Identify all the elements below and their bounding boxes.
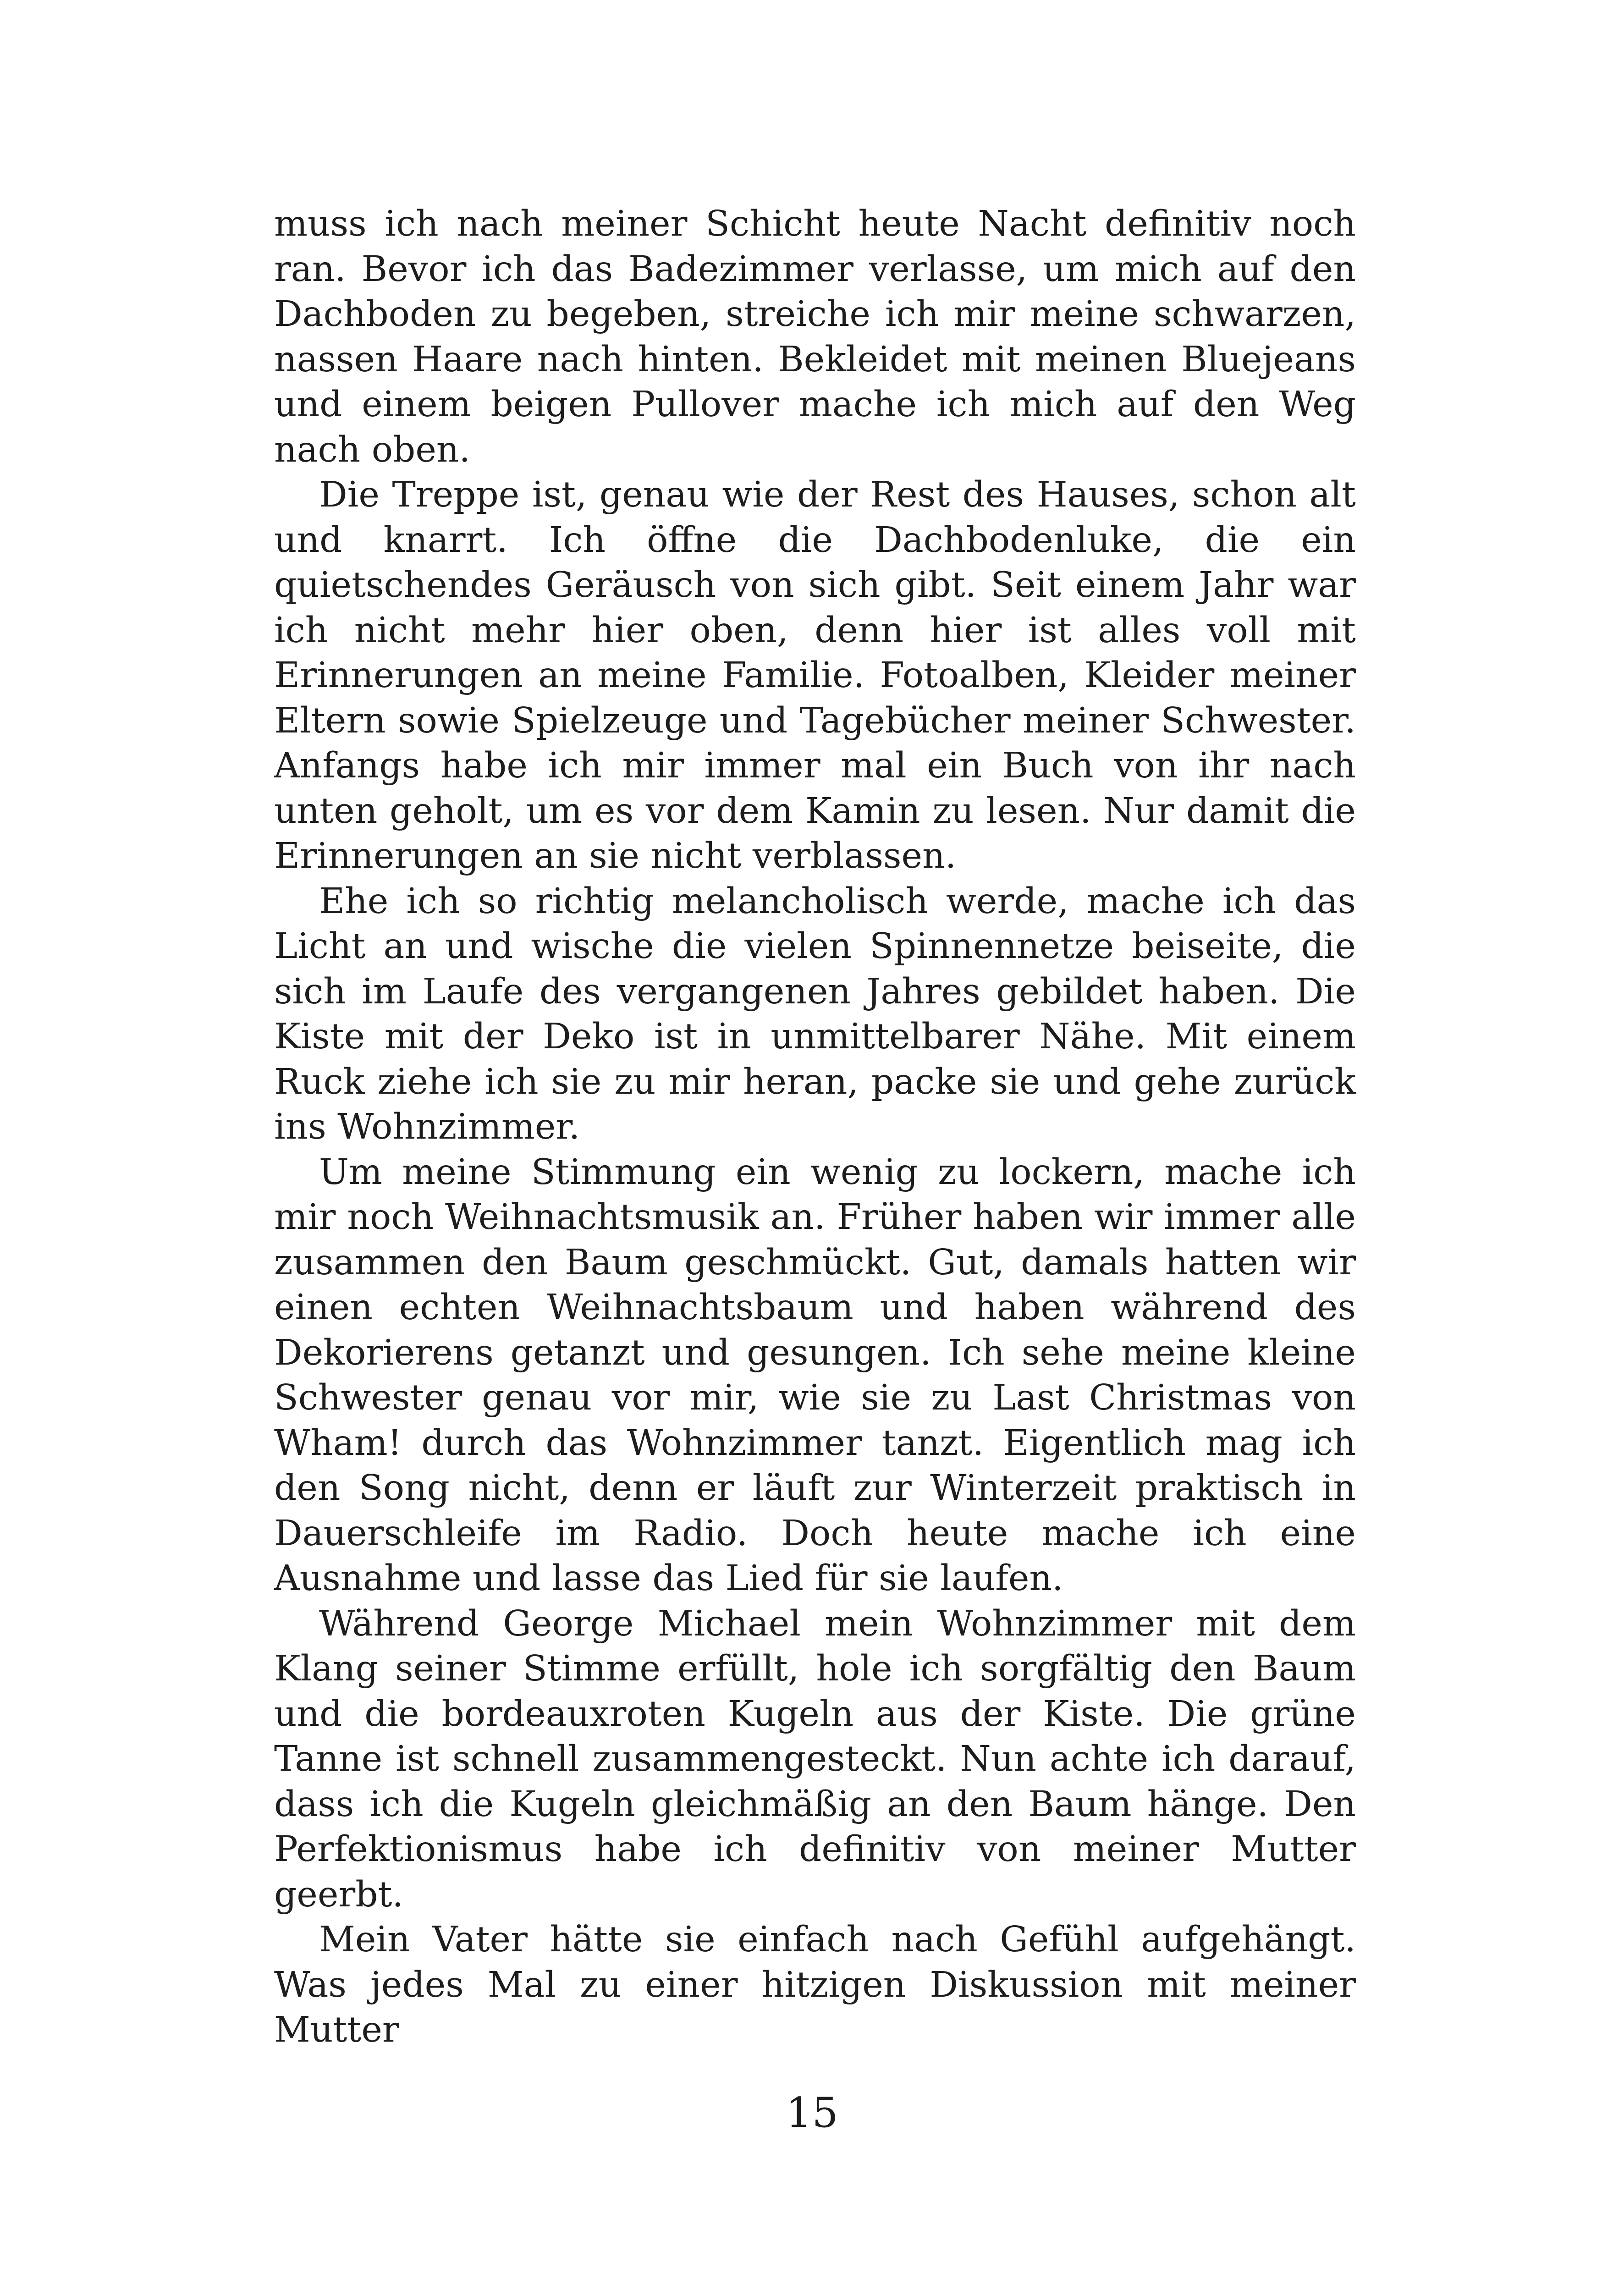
paragraph-1: muss ich nach meiner Schicht heute Nacht definitiv noch ran. Bevor ich das Badezimmer verlasse, um mich auf den Dachboden zu begeben, streiche ich mir meine schwarzen, nassen Haare nach hinten. Bekleidet mit meinen Bluejeans und einem beigen Pullover mache ich mich auf den Weg nach oben. bbox=[274, 204, 1356, 470]
paragraph-3: Ehe ich so richtig melancholisch werde, mache ich das Licht an und wische die vielen Spinnennetze beiseite, die sich im Laufe des vergangenen Jahres gebildet haben. Die Kiste mit der Deko ist in unmittelbarer Nähe. Mit einem Ruck ziehe ich sie zu mir heran, packe sie und gehe zurück ins Wohnzimmer. bbox=[274, 881, 1356, 1147]
body-text bbox=[274, 202, 1356, 2053]
paragraph-5: Während George Michael mein Wohnzimmer mit dem Klang seiner Stimme erfüllt, hole ich sorgfältig den Baum und die bordeauxroten Kugeln aus der Kiste. Die grüne Tanne ist schnell zusammengesteckt. Nun achte ich darauf, dass ich die Kugeln gleichmäßig an den Baum hänge. Den Perfektionismus habe ich definitiv von meiner Mutter geerbt. bbox=[274, 1603, 1356, 1915]
paragraph-6: Mein Vater hätte sie einfach nach Gefühl aufgehängt. Was jedes Mal zu einer hitzigen Diskussion mit meiner Mutter bbox=[274, 1919, 1356, 2050]
paragraph-2: Die Treppe ist, genau wie der Rest des Hauses, schon alt und knarrt. Ich öffne die Dachbodenluke, die ein quietschendes Geräusch von sich gibt. Seit einem Jahr war ich nicht mehr hier oben, denn hier ist alles voll mit Erinnerungen an meine Familie. Fotoalben, Kleider meiner Eltern sowie Spielzeuge und Tagebücher meiner Schwester. Anfangs habe ich mir immer mal ein Buch von ihr nach unten geholt, um es vor dem Kamin zu lesen. Nur damit die Erinnerungen an sie nicht verblassen. bbox=[274, 474, 1356, 876]
paragraph-4: Um meine Stimmung ein wenig zu lockern, mache ich mir noch Weihnachtsmusik an. Früher haben wir immer alle zusammen den Baum geschmückt. Gut, damals hatten wir einen echten Weihnachtsbaum und haben während des Dekorierens getanzt und gesungen. Ich sehe meine kleine Schwester genau vor mir, wie sie zu Last Christmas von Wham! durch das Wohnzimmer tanzt. Eigentlich mag ich den Song nicht, denn er läuft zur Winterzeit praktisch in Dauerschleife im Radio. Doch heute mache ich eine Ausnahme und lasse das Lied für sie laufen. bbox=[274, 1151, 1356, 1599]
page-number: 15 bbox=[786, 2089, 838, 2137]
